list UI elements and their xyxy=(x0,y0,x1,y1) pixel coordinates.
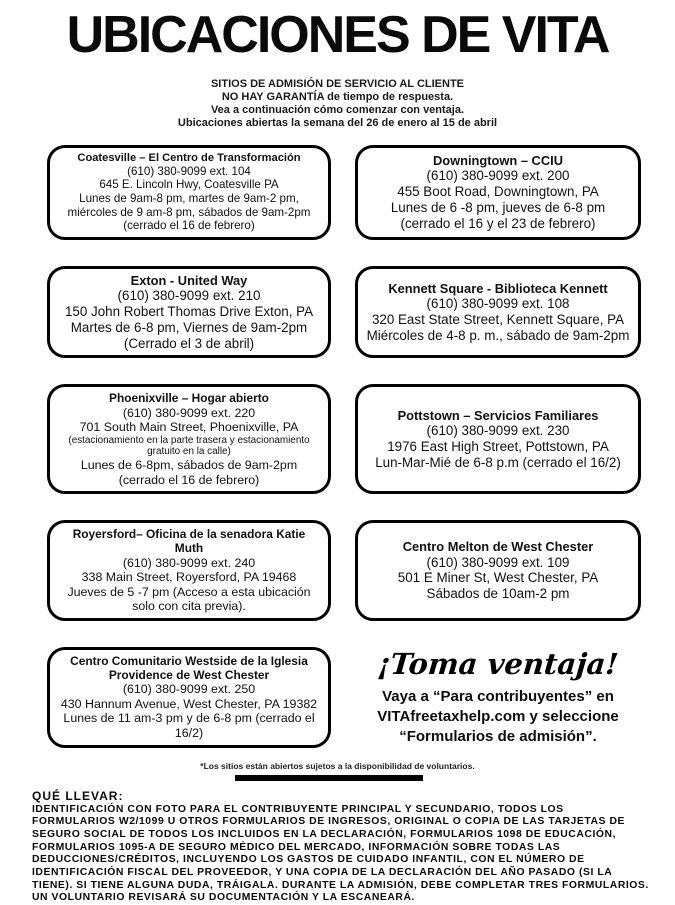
location-detail: Lunes de 11 am-3 pm y de 6-8 pm (cerrado el 16/2) xyxy=(63,711,315,740)
location-detail: Lunes de 6 -8 pm, jueves de 6-8 pm xyxy=(390,199,606,215)
location-card xyxy=(47,266,331,358)
location-detail: (610) 380-9099 ext. 250 xyxy=(122,682,256,697)
location-card xyxy=(47,520,331,621)
location-card xyxy=(355,266,641,358)
location-name: Royersford– Oficina de la senadora Katie Muth xyxy=(72,527,306,556)
subtitle-line: SITIOS DE ADMISIÓN DE SERVICIO AL CLIENTE xyxy=(210,77,465,90)
location-detail: Sábados de 10am-2 pm xyxy=(426,586,570,602)
location-detail: (610) 380-9099 ext. 230 xyxy=(426,423,570,439)
location-card xyxy=(47,384,331,494)
location-card xyxy=(355,384,641,494)
what-to-bring-heading: QUÉ LLEVAR: xyxy=(32,788,124,803)
location-name: Kennett Square - Biblioteca Kennett xyxy=(388,280,608,296)
location-name: Pottstown – Servicios Familiares xyxy=(397,408,599,424)
location-detail: (610) 380-9099 ext. 240 xyxy=(122,555,256,570)
what-to-bring-body: IDENTIFICACIÓN CON FOTO PARA EL CONTRIBUYENTE PRINCIPAL Y SECUNDARIO, TODOS LOS FORMULARIOS W2/1099 U OTROS FORMULARIOS DE INGRESOS, ORIGINAL O COPIA DE LAS TARJETAS DE SEGURO SOCIAL DE TODOS LOS INCLUIDOS EN LA DECLARACIÓN, FORMULARIOS 1098 DE EDUCACIÓN, FORMULARIOS 1095-A DE SEGURO MÉDICO DEL MERCADO, INFORMACIÓN SOBRE TODAS LAS DEDUCCIONES/CRÉDITOS, INCLUYENDO LOS GASTOS DE CUIDADO INFANTIL, CON EL NÚMERO DE IDENTIFICACIÓN FISCAL DEL PROVEEDOR, Y UNA COPIA DE LA DECLARACIÓN DEL AÑO PASADO (SI LA TIENE). SI TIENE ALGUNA DUDA, TRÁIGALA. DURANTE LA ADMISIÓN, DEBE COMPLETAR TRES FORMULARIOS. UN VOLUNTARIO REVISARÁ SU DOCUMENTACIÓN Y LA ESCANEARÁ. xyxy=(32,803,649,904)
location-detail: 320 East State Street, Kennett Square, PA xyxy=(371,311,625,327)
footnote: *Los sitios están abiertos sujetos a la disponibilidad de voluntarios. xyxy=(200,760,475,771)
location-detail: 501 E Miner St, West Chester, PA xyxy=(397,570,599,586)
location-detail: (610) 380-9099 ext. 104 xyxy=(127,164,251,178)
location-detail: (cerrado el 16 de febrero) xyxy=(123,219,255,233)
location-name: Centro Comunitario Westside de la Iglesia Providence de West Chester xyxy=(70,654,308,683)
location-detail: Jueves de 5 -7 pm (Acceso a esta ubicación solo con cita previa). xyxy=(67,584,311,614)
location-detail: Martes de 6-8 pm, Viernes de 9am-2pm xyxy=(70,319,308,335)
location-detail: Lunes de 6-8pm, sábados de 9am-2pm (cerrado el 16 de febrero) xyxy=(80,458,298,487)
location-detail: 338 Main Street, Royersford, PA 19468 xyxy=(81,570,297,585)
location-detail: 455 Boot Road, Downingtown, PA xyxy=(397,184,599,200)
location-detail: 430 Hannum Avenue, West Chester, PA 19382 xyxy=(60,696,318,711)
location-detail: (estacionamiento en la parte trasera y estacionamiento gratuito en la calle) xyxy=(68,434,310,458)
cta-section xyxy=(355,647,641,748)
location-detail: (610) 380-9099 ext. 108 xyxy=(426,296,570,312)
cta-line: Vaya a “Para contribuyentes” en xyxy=(382,687,614,705)
location-detail: 701 South Main Street, Phoenixville, PA xyxy=(79,420,299,435)
location-name: Exton - United Way xyxy=(130,273,248,289)
cta-line: “Formularios de admisión”. xyxy=(399,728,597,746)
subtitle-block xyxy=(0,78,675,131)
location-detail: Lun-Mar-Mié de 6-8 p.m (cerrado el 16/2) xyxy=(375,454,621,470)
cta-title: ¡Toma ventaja! xyxy=(376,647,620,682)
location-detail: (610) 380-9099 ext. 220 xyxy=(122,405,256,420)
page-title: UBICACIONES DE VITA xyxy=(66,6,609,64)
subtitle-line: NO HAY GARANTÍA de tiempo de respuesta. xyxy=(221,90,454,103)
location-detail: Miércoles de 4-8 p. m., sábado de 9am-2pm xyxy=(366,327,630,343)
location-card xyxy=(355,520,641,621)
location-name: Coatesville – El Centro de Transformación xyxy=(77,151,301,164)
location-name: Downingtown – CCIU xyxy=(432,153,563,169)
locations-grid xyxy=(47,145,675,748)
location-card xyxy=(47,647,331,748)
location-card xyxy=(47,145,331,241)
divider-bar xyxy=(235,775,423,781)
what-to-bring-section xyxy=(32,789,649,905)
location-detail: 1976 East High Street, Pottstown, PA xyxy=(387,439,609,455)
subtitle-line: Ubicaciones abiertas la semana del 26 de enero al 15 de abril xyxy=(177,117,498,130)
location-name: Centro Melton de West Chester xyxy=(402,539,594,555)
location-detail: 150 John Robert Thomas Drive Exton, PA xyxy=(64,304,314,320)
cta-line: VITAfreetaxhelp.com y seleccione xyxy=(377,708,619,726)
location-detail: (cerrado el 16 y el 23 de febrero) xyxy=(400,215,596,231)
location-detail: (610) 380-9099 ext. 109 xyxy=(426,554,570,570)
location-detail: Lunes de 9am-8 pm, martes de 9am-2 pm, miércoles de 9 am-8 pm, sábados de 9am-2pm xyxy=(67,192,311,219)
location-detail: (610) 380-9099 ext. 200 xyxy=(426,168,570,184)
location-detail: (Cerrado el 3 de abril) xyxy=(123,335,255,351)
subtitle-line: Vea a continuación cómo comenzar con ventaja. xyxy=(210,104,465,117)
location-detail: (610) 380-9099 ext. 210 xyxy=(117,288,261,304)
location-detail: 645 E. Lincoln Hwy, Coatesville PA xyxy=(99,178,279,192)
location-card xyxy=(355,145,641,241)
location-name: Phoenixville – Hogar abierto xyxy=(109,391,269,406)
